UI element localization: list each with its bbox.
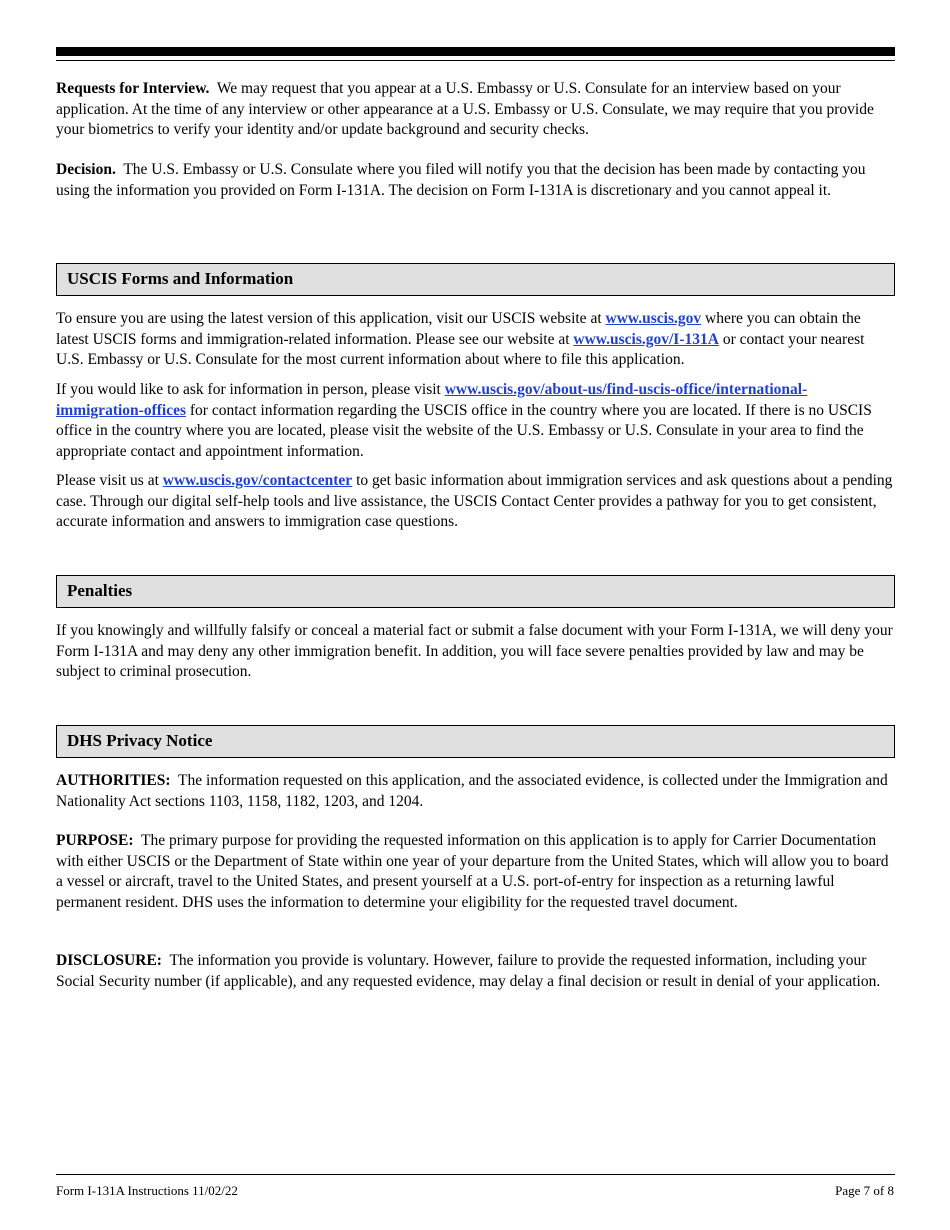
penalties-paragraph — [56, 621, 895, 683]
forms-p2-text-a: If you would like to ask for information in person, please visit — [56, 381, 441, 398]
interview-text: We may request that you appear at a U.S. Embassy or U.S. Consulate for an interview based on your application. At the time of any interview or other appearance at a U.S. Embassy or U.S. Consulate, we may require that you provide your biometrics to verify your identity and/or update background and security checks. — [56, 80, 874, 138]
authorities-paragraph — [56, 771, 895, 812]
forms-p2-text-b: for contact information regarding the USCIS office in the country where you are located. If there is no USCIS office in the country where you are located, please visit the website of the U.S. Embassy or U.S. Consulate in your area to find the appropriate contact and appointment information. — [56, 401, 872, 460]
purpose-lead: PURPOSE: — [56, 832, 134, 849]
header-thin-rule — [56, 60, 895, 61]
decision-text: The U.S. Embassy or U.S. Consulate where you filed will notify you that the decision has been made by contacting you using the information you provided on Form I-131A. The decision on Form I-131A is discretionary and you cannot appeal it. — [56, 161, 866, 199]
penalties-text: If you knowingly and willfully falsify or conceal a material fact or submit a false document with your Form I-131A, we will deny your Form I-131A and may deny any other immigration benefit. In addition, you will face severe penalties provided by law and may be subject to criminal prosecution. — [56, 622, 893, 680]
footer-form-id: Form I-131A Instructions 11/02/22 — [56, 1183, 238, 1198]
decision-lead: Decision. — [56, 161, 116, 178]
privacy-section-title: DHS Privacy Notice — [67, 731, 213, 750]
forms-p1-text-b: where you can obtain the latest USCIS forms and immigration-related information. Please see our website at — [56, 310, 861, 348]
uscis-i131a-link[interactable]: www.uscis.gov/I-131A — [573, 330, 719, 348]
forms-section-header — [56, 263, 895, 296]
international-offices-link[interactable]: www.uscis.gov/about-us/find-uscis-office/international-immigration-offices — [56, 381, 808, 419]
disclosure-paragraph — [56, 951, 895, 992]
forms-paragraph-3 — [56, 471, 895, 533]
authorities-lead: AUTHORITIES: — [56, 772, 171, 789]
interview-paragraph — [56, 79, 895, 141]
decision-paragraph — [56, 160, 895, 201]
purpose-paragraph — [56, 831, 895, 913]
purpose-text: The primary purpose for providing the requested information on this application is to apply for Carrier Documentation with either USCIS or the Department of State within one year of your departure from the United States, which will allow you to board a vessel or aircraft, travel to the United States, and present yourself at a U.S. port-of-entry for inspection as a returning lawful permanent resident. DHS uses the information to determine your eligibility for the requested travel document. — [56, 832, 889, 911]
contact-center-link[interactable]: www.uscis.gov/contactcenter — [162, 472, 353, 489]
penalties-section-title: Penalties — [67, 581, 133, 600]
forms-p3-text-b: to get basic information about immigration services and ask questions about a pending case. Through our digital self-help tools and live assistance, the USCIS Contact Center provides a pathway for you to get consistent, accurate information and answers to immigration case questions. — [56, 472, 893, 530]
disclosure-text: The information you provide is voluntary. However, failure to provide the requested information, including your Social Security number (if applicable), and any requested evidence, may delay a final decision or result in denial of your application. — [56, 952, 881, 990]
forms-p1-text-a: To ensure you are using the latest version of this application, visit our USCIS website at — [56, 310, 602, 327]
uscis-gov-link[interactable]: www.uscis.gov — [605, 310, 702, 327]
interview-lead: Requests for Interview. — [56, 80, 210, 97]
privacy-section-header — [56, 725, 895, 758]
forms-p1-text-c: or contact your nearest U.S. Embassy or U.S. Consulate for the most current information about where to file this application. — [56, 330, 865, 368]
header-thick-rule — [56, 47, 895, 56]
penalties-section-header — [56, 575, 895, 608]
footer-page-number: Page 7 of 8 — [835, 1183, 894, 1198]
forms-paragraph-1 — [56, 309, 895, 371]
disclosure-lead: DISCLOSURE: — [56, 952, 162, 969]
authorities-text: The information requested on this application, and the associated evidence, is collected under the Immigration and Nationality Act sections 1103, 1158, 1182, 1203, and 1204. — [56, 772, 888, 810]
forms-section-title: USCIS Forms and Information — [67, 269, 294, 288]
forms-paragraph-2 — [56, 380, 895, 462]
forms-p3-text-a: Please visit us at — [56, 472, 159, 489]
footer-rule — [56, 1174, 895, 1175]
